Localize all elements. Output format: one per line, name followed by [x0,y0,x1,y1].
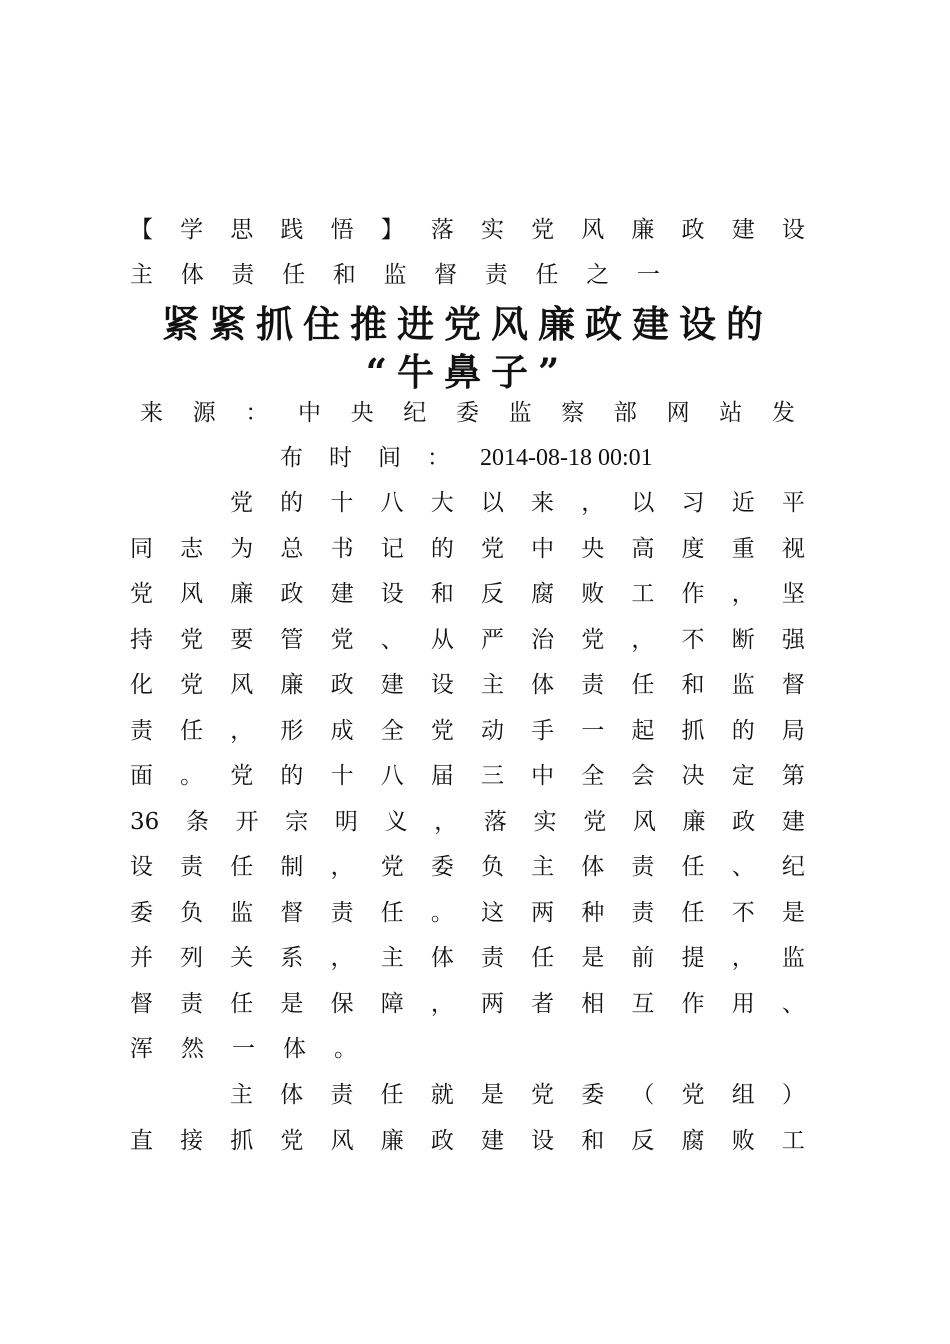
glyph: 风 [581,217,605,243]
glyph: 体 [180,262,204,288]
glyph: 局 [781,717,805,744]
glyph: 任 [180,717,204,744]
glyph: 腐 [681,1127,705,1154]
glyph: 直 [130,1127,153,1154]
text-line [130,893,805,933]
glyph: 志 [180,535,204,562]
glyph: 十 [330,763,354,789]
glyph: 党 [230,490,253,516]
glyph: 廉 [631,217,655,243]
glyph: 、 [731,854,755,880]
glyph: 督 [130,990,153,1017]
glyph: 思 [230,217,254,243]
glyph: 任 [282,262,306,288]
glyph: 断 [731,626,755,653]
glyph: 习 [681,490,705,516]
glyph: 体 [581,854,605,880]
glyph: 设 [430,672,454,698]
glyph: 条 [185,808,209,835]
glyph: 用 [731,990,755,1017]
glyph: 记 [380,535,404,562]
glyph: 建 [380,672,404,698]
glyph: 不 [681,626,705,653]
glyph: 时 [329,445,352,471]
glyph: 任 [230,854,254,880]
glyph: 成 [330,717,354,744]
glyph: 就 [430,1082,454,1108]
glyph: 、 [380,626,404,653]
text-line [130,847,805,887]
glyph: 设 [130,854,153,880]
glyph: 督 [434,262,458,288]
glyph: 反 [480,581,504,607]
glyph: 接 [180,1127,204,1154]
glyph: 一 [232,1036,255,1062]
glyph: 。 [430,899,454,926]
glyph: 制 [280,854,304,880]
glyph: 全 [581,763,605,789]
glyph: 党 [480,535,504,562]
glyph: 前 [631,945,655,971]
glyph: 学 [180,217,204,243]
glyph: 总 [280,535,304,562]
glyph: 任 [631,672,655,698]
text-line [130,529,805,569]
glyph: ， [631,626,655,653]
glyph: 管 [280,626,304,653]
glyph: 。 [180,763,204,789]
glyph: ： [245,400,269,426]
glyph: 之 [586,262,610,288]
glyph: 体 [280,1082,304,1108]
glyph: 届 [430,763,454,789]
glyph: 建 [781,808,805,835]
glyph: 央 [581,535,605,562]
glyph: 任 [230,990,254,1017]
glyph: 体 [283,1036,306,1062]
glyph: 和 [332,262,356,288]
glyph: 央 [350,400,374,426]
glyph: 实 [480,217,504,243]
glyph: 责 [631,899,655,926]
text-line [230,1075,805,1115]
glyph: 责 [180,854,204,880]
glyph: 中 [531,763,555,789]
glyph: ， [330,854,354,880]
glyph: 面 [130,763,153,789]
source-line [140,393,795,433]
glyph: 察 [561,400,585,426]
glyph: 败 [581,581,605,607]
glyph: 不 [731,899,755,926]
glyph: 政 [280,581,304,607]
glyph: 责 [581,672,605,698]
glyph: 这 [480,899,504,926]
text-line [130,756,805,796]
glyph: 起 [631,717,655,744]
glyph: 责 [231,262,255,288]
glyph: 同 [130,535,153,562]
glyph: 党 [380,854,404,880]
glyph: 中 [531,535,555,562]
glyph: 持 [130,626,153,653]
glyph: 主 [480,672,504,698]
glyph: 政 [430,1127,454,1154]
glyph: 开 [235,808,259,835]
text-line [130,574,805,614]
glyph: 十 [330,490,354,516]
glyph: 监 [781,945,805,971]
glyph: 廉 [380,1127,404,1154]
glyph: 的 [731,717,755,744]
glyph: 36 [130,808,160,835]
glyph: ， [430,990,454,1017]
glyph: 强 [781,626,805,653]
glyph: 监 [508,400,532,426]
glyph: 主 [531,854,555,880]
glyph: 大 [430,490,454,516]
glyph: 宗 [285,808,309,835]
publish-time-line [280,438,660,478]
glyph: 组 [731,1082,755,1108]
glyph: 悟 [330,217,354,243]
glyph: 责 [631,854,655,880]
glyph: 网 [666,400,690,426]
glyph: 抓 [230,1127,254,1154]
glyph: 任 [681,899,705,926]
glyph: 来 [140,400,163,426]
category-line-1 [130,210,805,250]
glyph: 委 [581,1082,605,1108]
glyph: 党 [280,1127,304,1154]
glyph: ） [781,1082,805,1108]
glyph: 廉 [230,581,254,607]
glyph: 风 [180,581,204,607]
glyph: 设 [380,581,404,607]
glyph: 政 [732,808,756,835]
glyph: 中 [297,400,321,426]
glyph: 纪 [403,400,427,426]
glyph: 政 [681,217,705,243]
text-line [130,711,805,751]
glyph: 是 [480,1082,504,1108]
glyph: 站 [719,400,743,426]
glyph: 互 [631,990,655,1017]
glyph: 度 [681,535,705,562]
glyph: 高 [631,535,655,562]
publish-time-label [280,438,450,478]
glyph: 书 [330,535,354,562]
glyph: 负 [480,854,504,880]
glyph: 相 [581,990,605,1017]
glyph: 责 [480,945,504,971]
glyph: 障 [380,990,404,1017]
glyph: 一 [636,262,660,288]
glyph: ， [731,581,755,607]
glyph: 化 [130,672,153,698]
glyph: 工 [631,581,655,607]
glyph: 党 [180,672,204,698]
glyph: ， [434,808,458,835]
text-line [130,1121,805,1161]
glyph: 是 [581,945,605,971]
glyph: 平 [781,490,805,516]
glyph: 会 [631,763,655,789]
glyph: 工 [781,1127,805,1154]
glyph: 明 [334,808,358,835]
glyph: 主 [380,945,404,971]
title-line-1: 紧紧抓住推进党风廉政建设的 [162,302,773,346]
glyph: 建 [330,581,354,607]
glyph: 两 [480,990,504,1017]
glyph: 和 [430,581,454,607]
glyph: 委 [130,899,153,926]
glyph: 间 [378,445,401,471]
glyph: 反 [631,1127,655,1154]
glyph: 设 [781,217,805,243]
glyph: 责 [180,990,204,1017]
glyph: 实 [533,808,557,835]
glyph: 关 [230,945,254,971]
glyph: 党 [330,626,354,653]
glyph: 源 [192,400,216,426]
glyph: 治 [531,626,555,653]
glyph: 第 [781,763,805,789]
text-line [130,1029,805,1069]
glyph: 建 [480,1127,504,1154]
glyph: 监 [230,899,254,926]
glyph: 廉 [280,672,304,698]
glyph: 【 [130,217,153,243]
glyph: 种 [581,899,605,926]
glyph: 定 [731,763,755,789]
glyph: 然 [181,1036,204,1062]
glyph: 败 [731,1127,755,1154]
glyph: 党 [581,626,605,653]
glyph: 责 [330,899,354,926]
glyph: 并 [130,945,153,971]
glyph: 督 [781,672,805,698]
glyph: 坚 [781,581,805,607]
glyph: 作 [681,990,705,1017]
glyph: ， [230,717,254,744]
glyph: （ [631,1082,655,1108]
glyph: 督 [280,899,304,926]
glyph: 落 [483,808,507,835]
glyph: 保 [330,990,354,1017]
glyph: 、 [781,990,805,1017]
text-line [130,665,805,705]
glyph: 抓 [681,717,705,744]
glyph: 负 [180,899,204,926]
glyph: 党 [180,626,204,653]
glyph: 党 [230,763,254,789]
glyph: 落 [430,217,454,243]
glyph: 为 [230,535,254,562]
glyph: 党 [681,1082,705,1108]
glyph: 体 [430,945,454,971]
glyph: 设 [531,1127,555,1154]
glyph: ， [731,945,755,971]
glyph: 是 [280,990,304,1017]
glyph: 。 [334,1036,357,1062]
glyph: 两 [531,899,555,926]
glyph: 的 [280,490,304,516]
category-line-2 [130,255,660,295]
glyph: 风 [230,672,254,698]
glyph: ： [427,445,450,471]
glyph: 作 [681,581,705,607]
glyph: 】 [380,217,404,243]
glyph: 任 [681,854,705,880]
text-line [130,984,805,1024]
glyph: 任 [380,899,404,926]
glyph: 系 [280,945,304,971]
glyph: 委 [430,854,454,880]
glyph: 部 [613,400,637,426]
glyph: 视 [781,535,805,562]
glyph: ， [581,490,605,516]
title-line-2: “牛鼻子” [365,350,570,394]
glyph: 责 [330,1082,354,1108]
glyph: 形 [280,717,304,744]
publish-time-value: 2014-08-18 00:01 [480,445,653,471]
glyph: 以 [631,490,655,516]
glyph: 党 [130,581,153,607]
glyph: 主 [130,262,153,288]
glyph: 八 [380,763,404,789]
glyph: 践 [280,217,304,243]
glyph: 党 [583,808,607,835]
glyph: 要 [230,626,254,653]
glyph: 任 [531,945,555,971]
text-line [230,483,805,523]
glyph: 八 [380,490,404,516]
glyph: 风 [330,1127,354,1154]
glyph: ， [330,945,354,971]
glyph: 责 [484,262,508,288]
text-line [130,802,805,842]
glyph: 决 [681,763,705,789]
glyph: 浑 [130,1036,153,1062]
glyph: 廉 [682,808,706,835]
glyph: 严 [480,626,504,653]
glyph: 的 [430,535,454,562]
glyph: 布 [280,445,303,471]
glyph: 风 [632,808,656,835]
glyph: 一 [581,717,605,744]
glyph: 监 [731,672,755,698]
glyph: 全 [380,717,404,744]
glyph: 发 [771,400,795,426]
glyph: 的 [280,763,304,789]
glyph: 从 [430,626,454,653]
glyph: 主 [230,1082,253,1108]
glyph: 提 [681,945,705,971]
glyph: 义 [384,808,408,835]
glyph: 和 [581,1127,605,1154]
glyph: 是 [781,899,805,926]
glyph: 党 [531,1082,555,1108]
text-line [130,620,805,660]
glyph: 来 [531,490,555,516]
glyph: 党 [430,717,454,744]
glyph: 委 [455,400,479,426]
glyph: 监 [383,262,407,288]
glyph: 重 [731,535,755,562]
glyph: 和 [681,672,705,698]
glyph: 手 [531,717,555,744]
glyph: 任 [535,262,559,288]
glyph: 纪 [781,854,805,880]
glyph: 体 [531,672,555,698]
glyph: 以 [480,490,504,516]
text-line [130,938,805,978]
glyph: 近 [731,490,755,516]
glyph: 政 [330,672,354,698]
glyph: 者 [531,990,555,1017]
glyph: 任 [380,1082,404,1108]
glyph: 列 [180,945,204,971]
glyph: 责 [130,717,153,744]
glyph: 腐 [531,581,555,607]
glyph: 建 [731,217,755,243]
glyph: 三 [480,763,504,789]
glyph: 动 [480,717,504,744]
glyph: 党 [531,217,555,243]
